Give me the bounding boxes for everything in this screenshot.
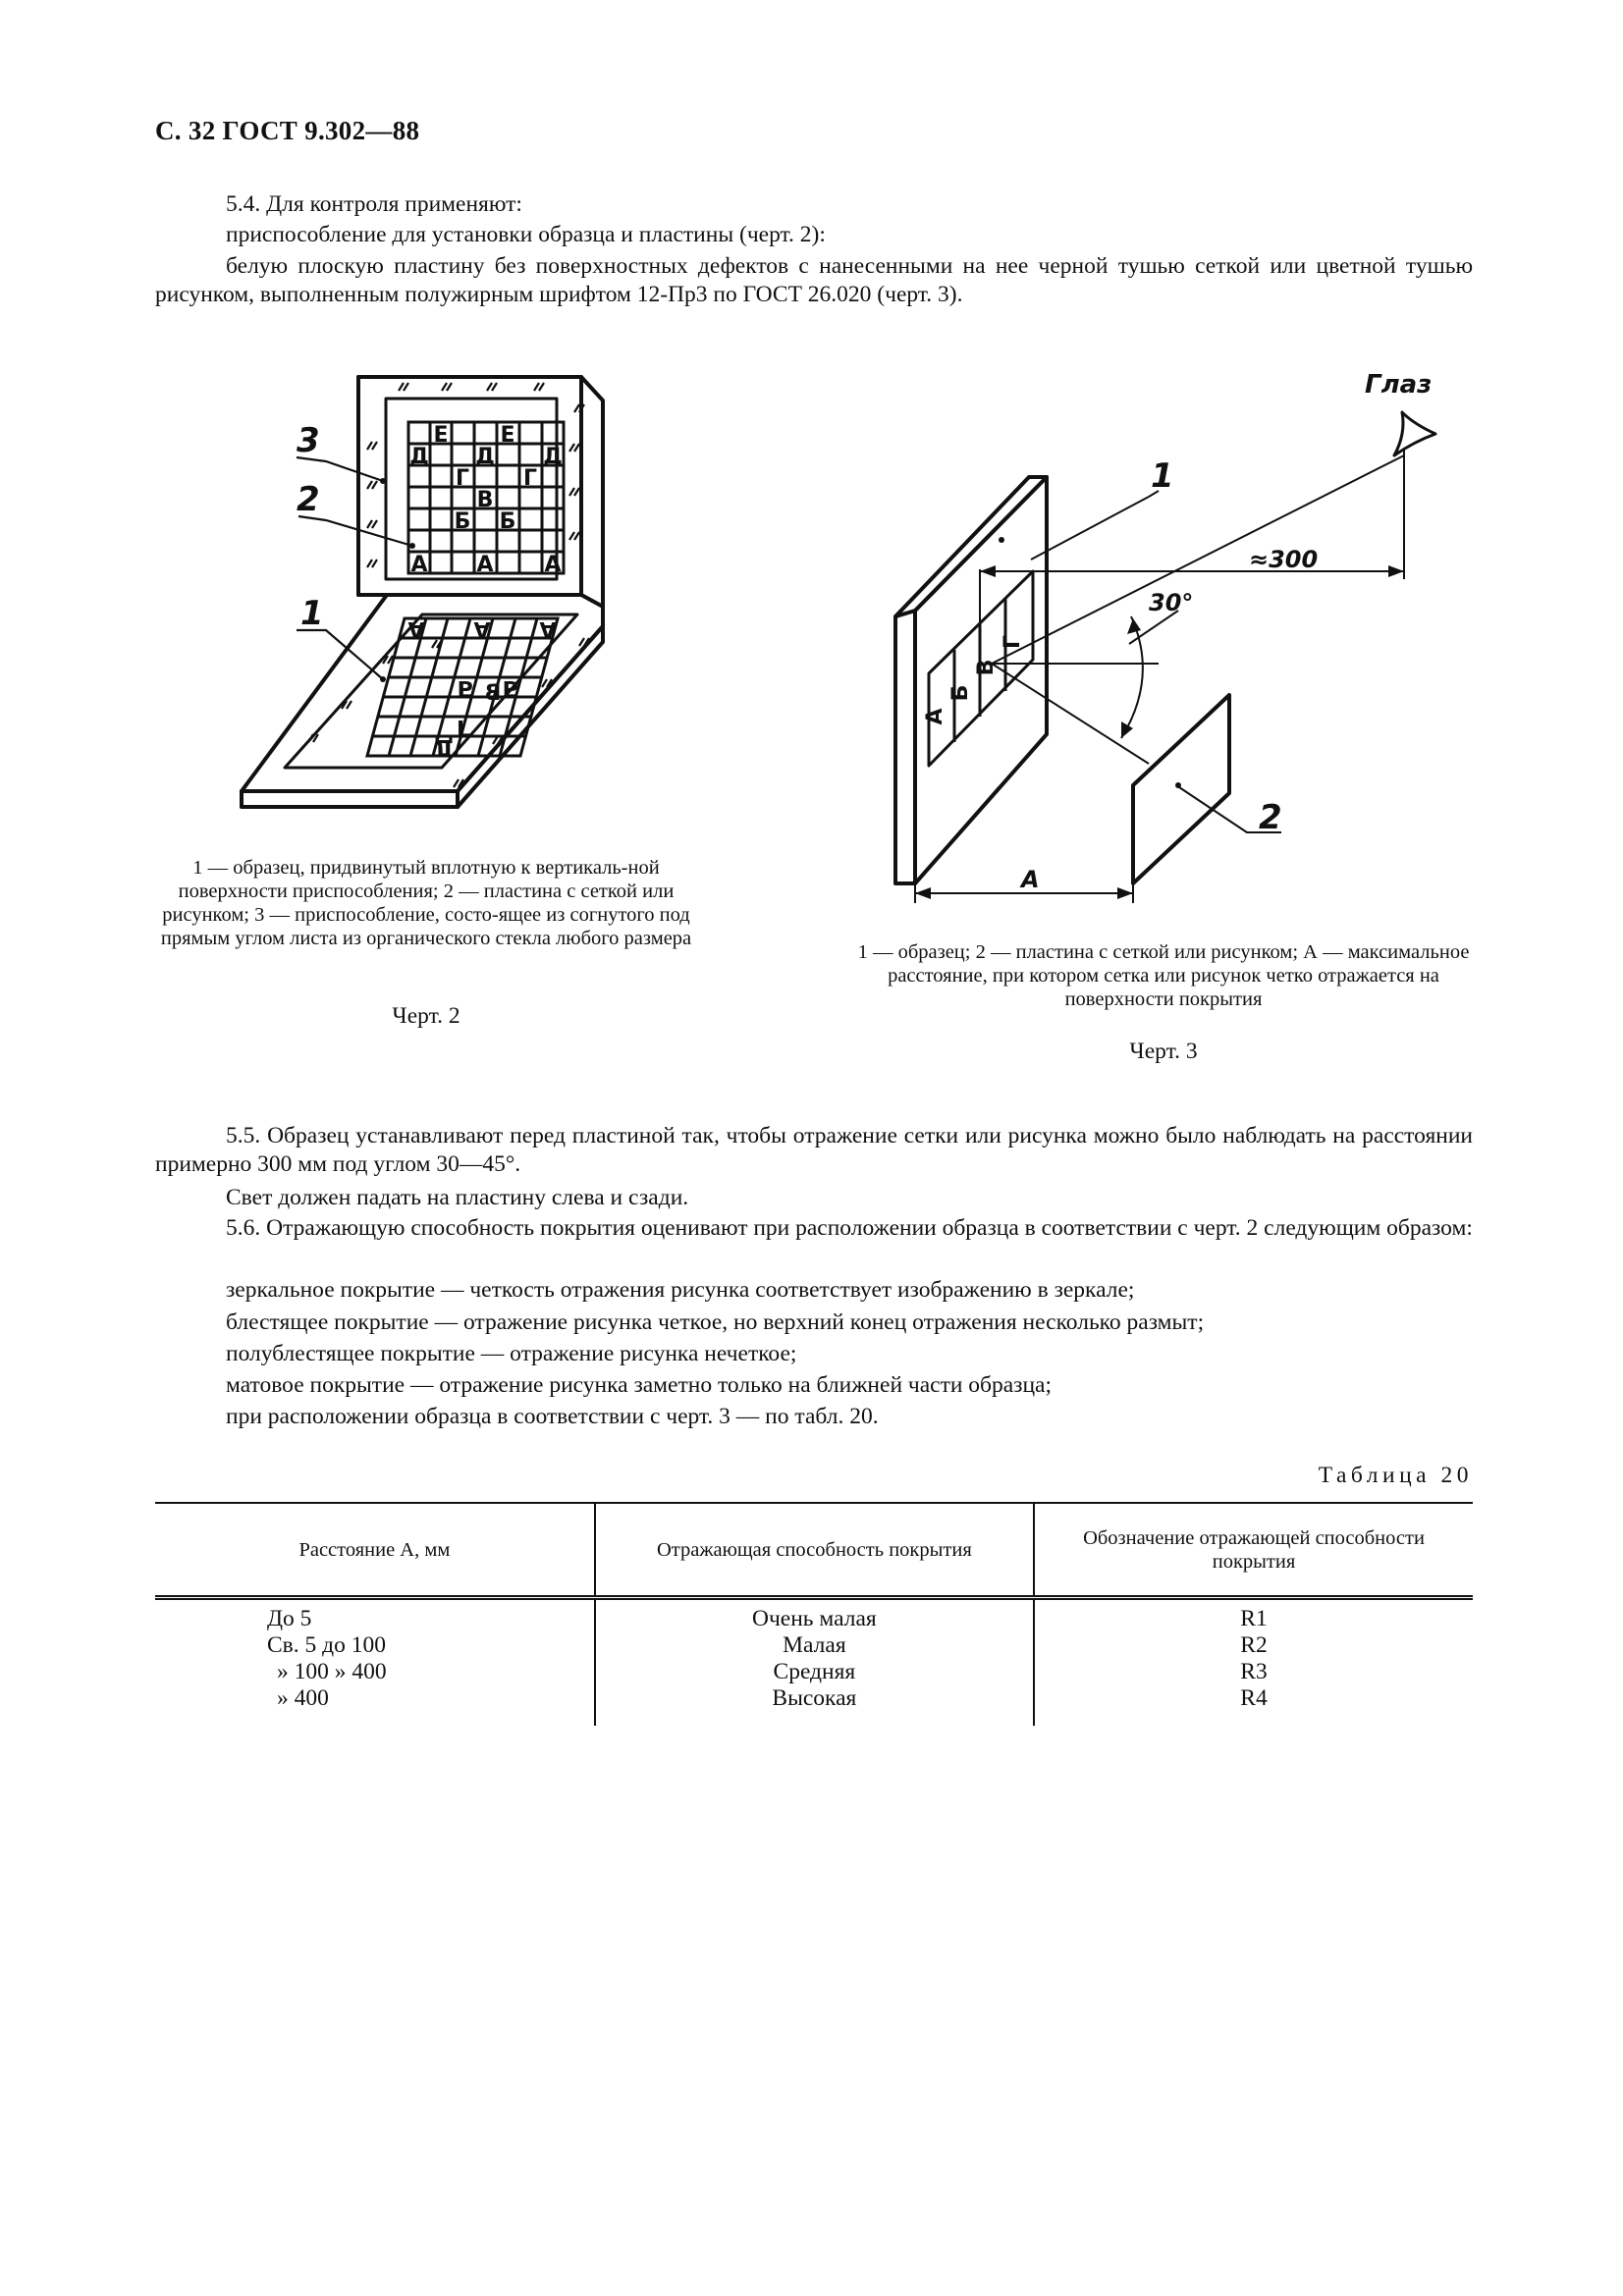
list-item-mirror: зеркальное покрытие — четкость отражения рисунка соответствует изображению в зеркале; — [226, 1277, 1135, 1303]
label-2: 2 — [1259, 798, 1282, 837]
table-cell: R2 — [1240, 1632, 1268, 1658]
list-item-semiglossy: полублестящее покрытие — отражение рисунка нечеткое; — [226, 1341, 797, 1366]
table-cell: R4 — [1240, 1685, 1268, 1711]
figure-2 — [236, 363, 628, 815]
table-cell: Средняя — [773, 1659, 856, 1684]
figure-2-title: Черт. 2 — [392, 1003, 460, 1029]
grid-letter: Е — [433, 423, 449, 448]
paragraph-5-4: 5.4. Для контроля применяют: — [226, 191, 522, 217]
table-cell: Св. 5 до 100 — [267, 1632, 386, 1658]
header-designation: Обозначение отражающей способности покрытия — [1034, 1503, 1473, 1598]
paragraph-5-4-fixture: приспособление для установки образца и пластины (черт. 2): — [226, 222, 826, 247]
grid-letter: Г — [455, 466, 470, 491]
table-cell: Высокая — [772, 1685, 857, 1711]
list-item-glossy: блестящее покрытие — отражение рисунка четкое, но верхний конец отражения несколько размыт; — [226, 1309, 1205, 1335]
table-header-row — [155, 1503, 1473, 1598]
table-row — [155, 1598, 1473, 1727]
figure-3-title: Черт. 3 — [1129, 1039, 1198, 1064]
distance-label: ≈300 — [1249, 546, 1319, 573]
dimension-a-label: А — [1021, 866, 1040, 893]
grid-letter: А — [410, 553, 428, 577]
grid-letter: А — [476, 553, 494, 577]
reflected-letter: Г — [456, 715, 471, 739]
designation-column — [1034, 1598, 1473, 1727]
table-cell: Малая — [783, 1632, 846, 1658]
figure-3-caption: 1 — образец; 2 — пластина с сеткой или рисунком; А — максимальное расстояние, при котором сетка или рисунок четко отражается на поверхности покрытия — [857, 941, 1470, 1010]
reflected-letter: А — [407, 616, 425, 641]
distance-column — [155, 1598, 595, 1727]
page-header: С. 32 ГОСТ 9.302—88 — [155, 116, 420, 145]
label-3: 3 — [297, 421, 320, 460]
grid-letter: А — [544, 553, 562, 577]
figure-3-drawing — [864, 353, 1453, 903]
figure-2-drawing — [236, 363, 628, 815]
label-1: 1 — [300, 594, 324, 633]
reflectivity-column — [595, 1598, 1034, 1727]
table-title: Таблица 20 — [1318, 1463, 1473, 1488]
figure-2-caption: 1 — образец, придвинутый вплотную к вертикаль-ной поверхности приспособления; 2 — пластина с сеткой или рисунком; 3 — приспособление, состо-ящее из согнутого под прямым углом листа из органического стекла любого размера — [160, 857, 692, 949]
reflected-letter: Д — [434, 734, 454, 759]
table-cell: » 400 — [277, 1685, 329, 1711]
paragraph-5-4-plate: белую плоскую пластину без поверхностных дефектов с нанесенными на нее черной тушью сеткой или цветной тушью рисунком, выполненным полужирным шрифтом 12-Пр3 по ГОСТ 26.020 (черт. 3). — [155, 253, 1473, 307]
reflected-char: А — [923, 708, 947, 725]
paragraph-light: Свет должен падать на пластину слева и сзади. — [226, 1185, 689, 1210]
header-reflectivity: Отражающая способность покрытия — [595, 1503, 1034, 1598]
list-item-matte: матовое покрытие — отражение рисунка заметно только на ближней части образца; — [226, 1372, 1052, 1398]
grid-letter: Г — [522, 466, 538, 491]
table-cell: До 5 — [267, 1606, 312, 1631]
grid-letter: Б — [499, 509, 516, 534]
table-20 — [155, 1502, 1473, 1726]
paragraph-5-6: 5.6. Отражающую способность покрытия оценивают при расположении образца в соответствии с черт. 2 следующим образом: — [226, 1215, 1473, 1241]
table-cell: R3 — [1240, 1659, 1268, 1684]
grid-letter: Д — [543, 445, 563, 469]
reflected-letter: А — [539, 616, 557, 641]
table-cell: » 100 » 400 — [277, 1659, 387, 1684]
grid-letter: В — [476, 488, 494, 512]
reflected-char: Б — [948, 684, 973, 702]
grid-letter: Д — [475, 445, 495, 469]
list-item-table-ref: при расположении образца в соответствии с черт. 3 — по табл. 20. — [226, 1404, 879, 1429]
grid-letter: Б — [454, 509, 471, 534]
reflected-char: В — [974, 659, 999, 676]
label-2: 2 — [297, 480, 320, 519]
table-cell: R1 — [1240, 1606, 1268, 1631]
grid-letter: Д — [409, 445, 429, 469]
reflected-char: Г — [1001, 634, 1025, 650]
paragraph-5-5: 5.5. Образец устанавливают перед пластиной так, чтобы отражение сетки или рисунка можно было наблюдать на расстоянии примерно 300 мм под углом 30—45°. — [155, 1123, 1473, 1177]
reflected-letter: А — [473, 616, 491, 641]
reflected-letter: Б — [457, 675, 474, 700]
eye-label: Глаз — [1365, 370, 1433, 400]
table-cell: Очень малая — [752, 1606, 877, 1631]
reflected-letter: В — [484, 681, 502, 706]
angle-label: 30° — [1149, 589, 1194, 616]
label-1: 1 — [1151, 456, 1174, 496]
figure-3 — [864, 353, 1453, 903]
header-distance: Расстояние А, мм — [298, 1538, 451, 1561]
grid-letter: Е — [500, 423, 515, 448]
reflected-letter: Б — [502, 675, 519, 700]
